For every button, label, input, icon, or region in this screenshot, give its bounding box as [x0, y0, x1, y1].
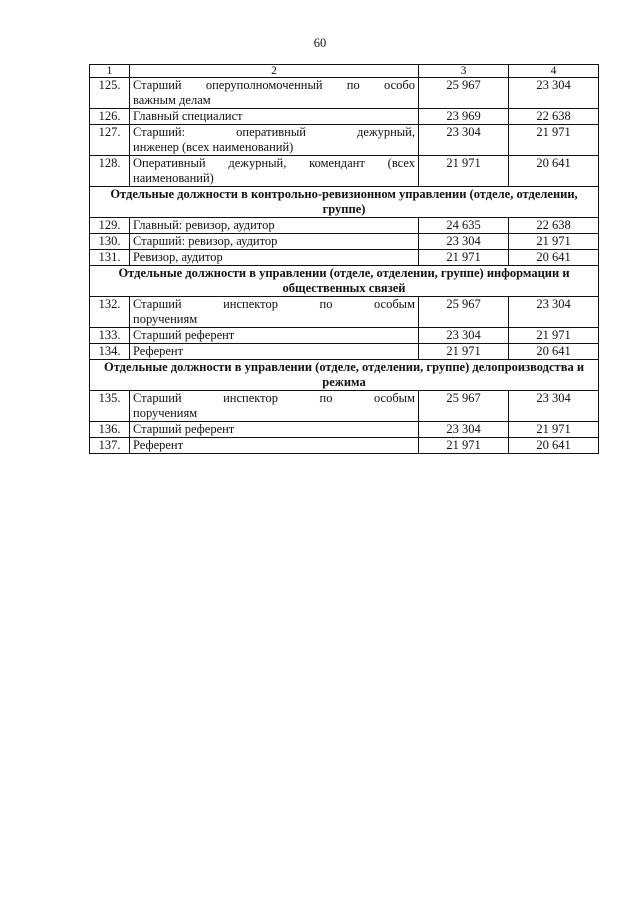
position-title-line: Референт	[133, 438, 184, 452]
position-title-line: Старший: оперативный дежурный,	[133, 125, 415, 139]
position-title	[130, 234, 419, 250]
salary-table-body	[90, 65, 599, 454]
section-title: Отдельные должности в управлении (отделе, отделении, группе) информации и общественных связей	[90, 266, 599, 297]
salary-col-3: 23 304	[419, 125, 509, 156]
position-title-line: важным делам	[133, 93, 211, 107]
salary-col-3: 25 967	[419, 297, 509, 328]
position-title-line: Старший референт	[133, 422, 235, 436]
position-title-line: Оперативный дежурный, комендант (всех	[133, 156, 415, 170]
salary-col-3: 24 635	[419, 218, 509, 234]
position-title-line: Ревизор, аудитор	[133, 250, 223, 264]
salary-col-4: 23 304	[509, 297, 599, 328]
position-title-line: Главный специалист	[133, 109, 243, 123]
salary-col-3: 23 304	[419, 234, 509, 250]
position-title-line: Главный: ревизор, аудитор	[133, 218, 275, 232]
position-title	[130, 328, 419, 344]
position-title	[130, 218, 419, 234]
table-row	[90, 297, 599, 328]
salary-col-3: 21 971	[419, 438, 509, 454]
salary-col-3: 23 969	[419, 109, 509, 125]
position-title-line: Старший референт	[133, 328, 235, 342]
salary-col-3: 25 967	[419, 391, 509, 422]
salary-col-4: 20 641	[509, 344, 599, 360]
table-row	[90, 250, 599, 266]
table-row	[90, 422, 599, 438]
table-row	[90, 109, 599, 125]
salary-col-3: 25 967	[419, 78, 509, 109]
row-number: 136.	[90, 422, 130, 438]
table-row	[90, 438, 599, 454]
position-title-line: Референт	[133, 344, 184, 358]
row-number: 126.	[90, 109, 130, 125]
salary-col-3: 21 971	[419, 250, 509, 266]
salary-col-4: 21 971	[509, 422, 599, 438]
salary-col-3: 21 971	[419, 156, 509, 187]
row-number: 130.	[90, 234, 130, 250]
salary-col-4: 22 638	[509, 218, 599, 234]
salary-col-4: 23 304	[509, 391, 599, 422]
section-title: Отдельные должности в управлении (отделе, отделении, группе) делопроизводства и режима	[90, 360, 599, 391]
row-number: 131.	[90, 250, 130, 266]
table-header-row	[90, 65, 599, 78]
position-title-line: поручениям	[133, 406, 198, 420]
salary-col-4: 22 638	[509, 109, 599, 125]
section-title: Отдельные должности в контрольно-ревизионном управлении (отделе, отделении, группе)	[90, 187, 599, 218]
row-number: 135.	[90, 391, 130, 422]
position-title	[130, 125, 419, 156]
table-row	[90, 156, 599, 187]
position-title	[130, 250, 419, 266]
section-header-row	[90, 360, 599, 391]
table-row	[90, 344, 599, 360]
header-cell-3: 3	[419, 65, 509, 78]
salary-col-4: 20 641	[509, 156, 599, 187]
position-title-line: наименований)	[133, 171, 214, 185]
table-row	[90, 234, 599, 250]
position-title	[130, 156, 419, 187]
row-number: 127.	[90, 125, 130, 156]
position-title	[130, 297, 419, 328]
salary-col-4: 21 971	[509, 328, 599, 344]
row-number: 132.	[90, 297, 130, 328]
position-title-line: Старший: ревизор, аудитор	[133, 234, 278, 248]
position-title	[130, 422, 419, 438]
position-title-line: поручениям	[133, 312, 198, 326]
row-number: 137.	[90, 438, 130, 454]
table-row	[90, 125, 599, 156]
header-cell-4: 4	[509, 65, 599, 78]
position-title	[130, 391, 419, 422]
position-title-line: инженер (всех наименований)	[133, 140, 294, 154]
row-number: 125.	[90, 78, 130, 109]
section-header-row	[90, 187, 599, 218]
table-row	[90, 391, 599, 422]
position-title-line: Старший инспектор по особым	[133, 391, 415, 405]
position-title-line: Старший инспектор по особым	[133, 297, 415, 311]
salary-col-4: 23 304	[509, 78, 599, 109]
salary-col-4: 20 641	[509, 438, 599, 454]
salary-col-4: 20 641	[509, 250, 599, 266]
table-row	[90, 78, 599, 109]
table-row	[90, 328, 599, 344]
section-header-row	[90, 266, 599, 297]
salary-col-4: 21 971	[509, 125, 599, 156]
row-number: 134.	[90, 344, 130, 360]
row-number: 133.	[90, 328, 130, 344]
position-title	[130, 438, 419, 454]
salary-col-4: 21 971	[509, 234, 599, 250]
header-cell-1: 1	[90, 65, 130, 78]
row-number: 129.	[90, 218, 130, 234]
position-title	[130, 78, 419, 109]
page-number: 60	[313, 36, 327, 50]
salary-col-3: 23 304	[419, 328, 509, 344]
salary-table	[89, 64, 599, 454]
header-cell-2: 2	[130, 65, 419, 78]
position-title	[130, 109, 419, 125]
row-number: 128.	[90, 156, 130, 187]
table-row	[90, 218, 599, 234]
position-title	[130, 344, 419, 360]
salary-col-3: 21 971	[419, 344, 509, 360]
salary-col-3: 23 304	[419, 422, 509, 438]
position-title-line: Старший оперуполномоченный по особо	[133, 78, 415, 92]
